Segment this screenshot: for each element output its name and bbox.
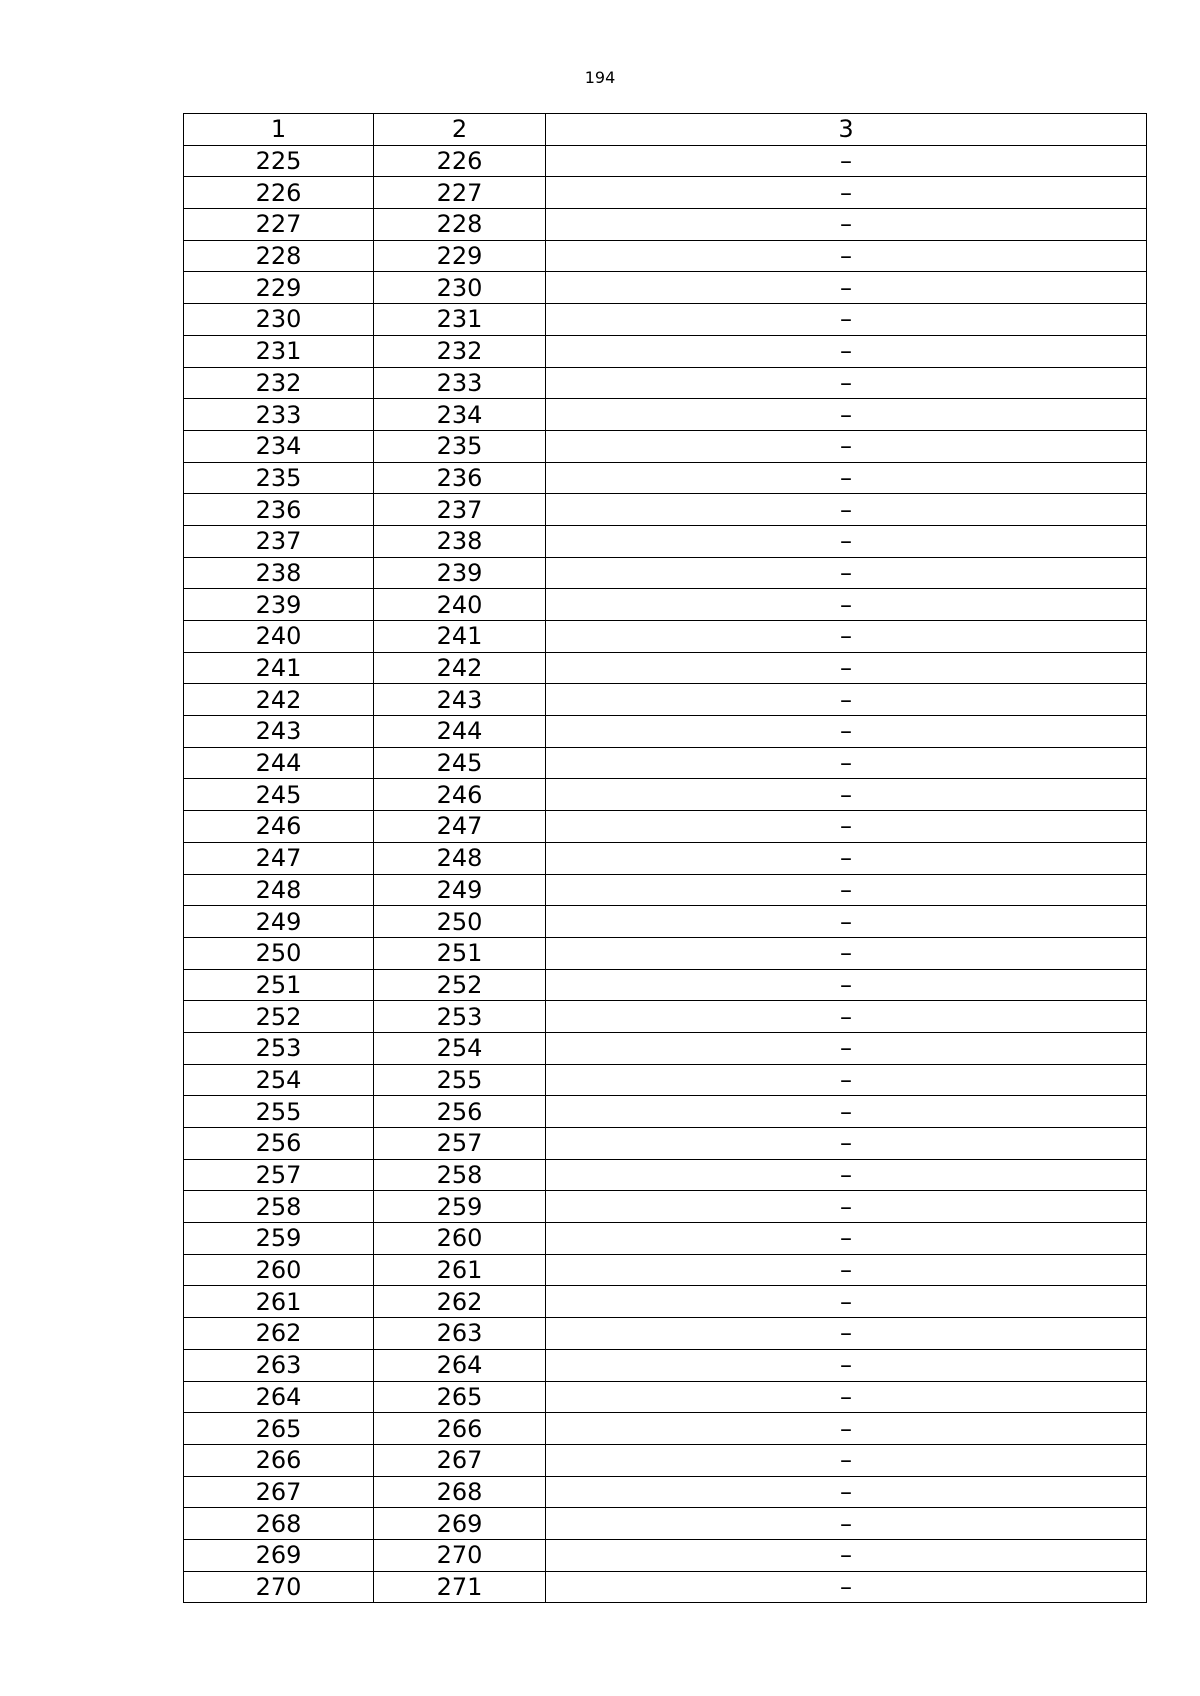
table-row <box>184 1001 1147 1033</box>
table-row <box>184 209 1147 241</box>
table-cell-col-1: 258 <box>184 1191 374 1223</box>
table-cell-col-3: – <box>546 621 1147 653</box>
table-row <box>184 969 1147 1001</box>
table-cell-col-2: 231 <box>374 304 546 336</box>
table-cell-col-3: – <box>546 557 1147 589</box>
table-cell-col-3: – <box>546 1254 1147 1286</box>
table-row <box>184 1413 1147 1445</box>
table-row <box>184 494 1147 526</box>
table-cell-col-1: 256 <box>184 1128 374 1160</box>
table-cell-col-1: 238 <box>184 557 374 589</box>
table-cell-col-3: – <box>546 811 1147 843</box>
table-cell-col-1: 234 <box>184 430 374 462</box>
table-cell-col-3: – <box>546 240 1147 272</box>
table-cell-col-1: 263 <box>184 1349 374 1381</box>
table-row <box>184 462 1147 494</box>
table-cell-col-2: 251 <box>374 937 546 969</box>
table-cell-col-1: 226 <box>184 177 374 209</box>
table-cell-col-2: 264 <box>374 1349 546 1381</box>
table-cell-col-1: 240 <box>184 621 374 653</box>
table-cell-col-3: – <box>546 494 1147 526</box>
table-row <box>184 525 1147 557</box>
table-cell-col-3: – <box>546 1508 1147 1540</box>
table-cell-col-3: – <box>546 1191 1147 1223</box>
table-row <box>184 779 1147 811</box>
table-row <box>184 367 1147 399</box>
table-cell-col-1: 246 <box>184 811 374 843</box>
table-cell-col-3: – <box>546 1128 1147 1160</box>
table-cell-col-3: – <box>546 209 1147 241</box>
table-cell-col-3: – <box>546 1444 1147 1476</box>
table-row <box>184 906 1147 938</box>
table-row <box>184 811 1147 843</box>
table-row <box>184 1159 1147 1191</box>
table-cell-col-1: 251 <box>184 969 374 1001</box>
table-row <box>184 747 1147 779</box>
table-cell-col-1: 250 <box>184 937 374 969</box>
table-cell-col-1: 257 <box>184 1159 374 1191</box>
table-cell-col-3: – <box>546 367 1147 399</box>
table-cell-col-3: – <box>546 652 1147 684</box>
table-row <box>184 1128 1147 1160</box>
table-row <box>184 937 1147 969</box>
table-cell-col-2: 260 <box>374 1223 546 1255</box>
table-cell-col-3: – <box>546 842 1147 874</box>
table-cell-col-2: 228 <box>374 209 546 241</box>
table-cell-col-3: – <box>546 969 1147 1001</box>
table-cell-col-2: 270 <box>374 1539 546 1571</box>
table-cell-col-3: – <box>546 335 1147 367</box>
table-cell-col-1: 260 <box>184 1254 374 1286</box>
table-cell-col-2: 250 <box>374 906 546 938</box>
table-cell-col-2: 227 <box>374 177 546 209</box>
table-row <box>184 1223 1147 1255</box>
table-cell-col-1: 265 <box>184 1413 374 1445</box>
table-row <box>184 1254 1147 1286</box>
table-row <box>184 1096 1147 1128</box>
table-row <box>184 874 1147 906</box>
table-cell-col-3: – <box>546 1539 1147 1571</box>
table-cell-col-1: 243 <box>184 716 374 748</box>
table-cell-col-2: 252 <box>374 969 546 1001</box>
table-row <box>184 1349 1147 1381</box>
table-cell-col-2: 256 <box>374 1096 546 1128</box>
table-cell-col-1: 248 <box>184 874 374 906</box>
table-cell-col-3: – <box>546 1476 1147 1508</box>
table-cell-col-3: – <box>546 589 1147 621</box>
table-cell-col-3: – <box>546 1381 1147 1413</box>
table-cell-col-2: 263 <box>374 1318 546 1350</box>
table-cell-col-1: 233 <box>184 399 374 431</box>
table-cell-col-2: 234 <box>374 399 546 431</box>
table-cell-col-2: 257 <box>374 1128 546 1160</box>
table-row <box>184 399 1147 431</box>
table-cell-col-2: 265 <box>374 1381 546 1413</box>
table-cell-col-3: – <box>546 462 1147 494</box>
table-cell-col-1: 241 <box>184 652 374 684</box>
table-cell-col-3: – <box>546 525 1147 557</box>
table-cell-col-1: 270 <box>184 1571 374 1603</box>
table-cell-col-1: 266 <box>184 1444 374 1476</box>
table-cell-col-3: – <box>546 1349 1147 1381</box>
table-row <box>184 1571 1147 1603</box>
table-row <box>184 652 1147 684</box>
table-cell-col-3: – <box>546 1223 1147 1255</box>
table-row <box>184 842 1147 874</box>
table-row <box>184 1381 1147 1413</box>
table-cell-col-1: 259 <box>184 1223 374 1255</box>
table-cell-col-3: – <box>546 145 1147 177</box>
table-cell-col-3: – <box>546 716 1147 748</box>
table-row <box>184 1032 1147 1064</box>
table-cell-col-2: 238 <box>374 525 546 557</box>
table-cell-col-2: 240 <box>374 589 546 621</box>
table-cell-col-3: – <box>546 1064 1147 1096</box>
table-row <box>184 430 1147 462</box>
table-cell-col-3: – <box>546 1032 1147 1064</box>
table-cell-col-3: – <box>546 1571 1147 1603</box>
table-cell-col-3: – <box>546 874 1147 906</box>
table-cell-col-1: 231 <box>184 335 374 367</box>
table-cell-col-3: – <box>546 1096 1147 1128</box>
table-cell-col-1: 244 <box>184 747 374 779</box>
table-row <box>184 1286 1147 1318</box>
table-cell-col-2: 230 <box>374 272 546 304</box>
table-cell-col-1: 242 <box>184 684 374 716</box>
table-cell-col-2: 233 <box>374 367 546 399</box>
table-cell-col-2: 226 <box>374 145 546 177</box>
table-cell-col-1: 247 <box>184 842 374 874</box>
table-cell-col-1: 237 <box>184 525 374 557</box>
table-row <box>184 621 1147 653</box>
table-cell-col-2: 254 <box>374 1032 546 1064</box>
table-row <box>184 335 1147 367</box>
table-cell-col-2: 235 <box>374 430 546 462</box>
table-cell-col-1: 245 <box>184 779 374 811</box>
table-cell-col-1: 262 <box>184 1318 374 1350</box>
table-cell-col-1: 239 <box>184 589 374 621</box>
table-cell-col-2: 245 <box>374 747 546 779</box>
table-body <box>184 114 1147 1603</box>
table-cell-col-2: 261 <box>374 1254 546 1286</box>
table-cell-col-2: 259 <box>374 1191 546 1223</box>
table-row <box>184 1191 1147 1223</box>
table-cell-col-2: 243 <box>374 684 546 716</box>
table-cell-col-2: 247 <box>374 811 546 843</box>
table-cell-col-3: – <box>546 1413 1147 1445</box>
table-row <box>184 272 1147 304</box>
table-cell-col-1: 261 <box>184 1286 374 1318</box>
table-cell-col-3: – <box>546 304 1147 336</box>
table-cell-col-1: 225 <box>184 145 374 177</box>
table-cell-col-2: 239 <box>374 557 546 589</box>
table-cell-col-2: 244 <box>374 716 546 748</box>
table-cell-col-3: – <box>546 937 1147 969</box>
table-cell-col-3: – <box>546 779 1147 811</box>
table-cell-col-1: 236 <box>184 494 374 526</box>
table-cell-col-1: 232 <box>184 367 374 399</box>
table-row <box>184 1476 1147 1508</box>
table-cell-col-3: – <box>546 747 1147 779</box>
header-cell-col-1: 1 <box>184 114 374 146</box>
data-table <box>183 113 1147 1603</box>
table-cell-col-2: 248 <box>374 842 546 874</box>
table-row <box>184 1064 1147 1096</box>
table-cell-col-2: 266 <box>374 1413 546 1445</box>
table-cell-col-3: – <box>546 1318 1147 1350</box>
table-cell-col-3: – <box>546 399 1147 431</box>
table-cell-col-2: 271 <box>374 1571 546 1603</box>
table-cell-col-1: 253 <box>184 1032 374 1064</box>
table-cell-col-3: – <box>546 177 1147 209</box>
table-cell-col-1: 249 <box>184 906 374 938</box>
table-cell-col-2: 269 <box>374 1508 546 1540</box>
table-cell-col-3: – <box>546 1286 1147 1318</box>
table-cell-col-1: 267 <box>184 1476 374 1508</box>
table-cell-col-2: 253 <box>374 1001 546 1033</box>
table-cell-col-1: 269 <box>184 1539 374 1571</box>
table-row <box>184 240 1147 272</box>
table-cell-col-3: – <box>546 272 1147 304</box>
table-cell-col-3: – <box>546 430 1147 462</box>
table-cell-col-2: 249 <box>374 874 546 906</box>
table-cell-col-2: 242 <box>374 652 546 684</box>
table-cell-col-1: 230 <box>184 304 374 336</box>
table-cell-col-2: 268 <box>374 1476 546 1508</box>
table-cell-col-2: 229 <box>374 240 546 272</box>
table-cell-col-2: 241 <box>374 621 546 653</box>
table-cell-col-1: 255 <box>184 1096 374 1128</box>
table-header-row <box>184 114 1147 146</box>
table-cell-col-1: 228 <box>184 240 374 272</box>
table-row <box>184 1444 1147 1476</box>
table-cell-col-2: 255 <box>374 1064 546 1096</box>
table-cell-col-2: 237 <box>374 494 546 526</box>
table-cell-col-2: 258 <box>374 1159 546 1191</box>
header-cell-col-2: 2 <box>374 114 546 146</box>
table-cell-col-1: 268 <box>184 1508 374 1540</box>
table-cell-col-3: – <box>546 1159 1147 1191</box>
table-row <box>184 304 1147 336</box>
table-cell-col-1: 264 <box>184 1381 374 1413</box>
table-cell-col-2: 246 <box>374 779 546 811</box>
header-cell-col-3: 3 <box>546 114 1147 146</box>
table-row <box>184 145 1147 177</box>
table-cell-col-2: 267 <box>374 1444 546 1476</box>
table-cell-col-1: 252 <box>184 1001 374 1033</box>
table-row <box>184 684 1147 716</box>
table-cell-col-3: – <box>546 906 1147 938</box>
table-cell-col-3: – <box>546 1001 1147 1033</box>
table-cell-col-3: – <box>546 684 1147 716</box>
table-row <box>184 1508 1147 1540</box>
table-row <box>184 589 1147 621</box>
table-cell-col-1: 229 <box>184 272 374 304</box>
table-row <box>184 1318 1147 1350</box>
table-cell-col-1: 227 <box>184 209 374 241</box>
page-number: 194 <box>584 68 616 87</box>
table-cell-col-1: 235 <box>184 462 374 494</box>
table-row <box>184 716 1147 748</box>
table-cell-col-2: 236 <box>374 462 546 494</box>
table-cell-col-2: 262 <box>374 1286 546 1318</box>
table-cell-col-2: 232 <box>374 335 546 367</box>
table-row <box>184 1539 1147 1571</box>
table-row <box>184 177 1147 209</box>
table-cell-col-1: 254 <box>184 1064 374 1096</box>
table-row <box>184 557 1147 589</box>
